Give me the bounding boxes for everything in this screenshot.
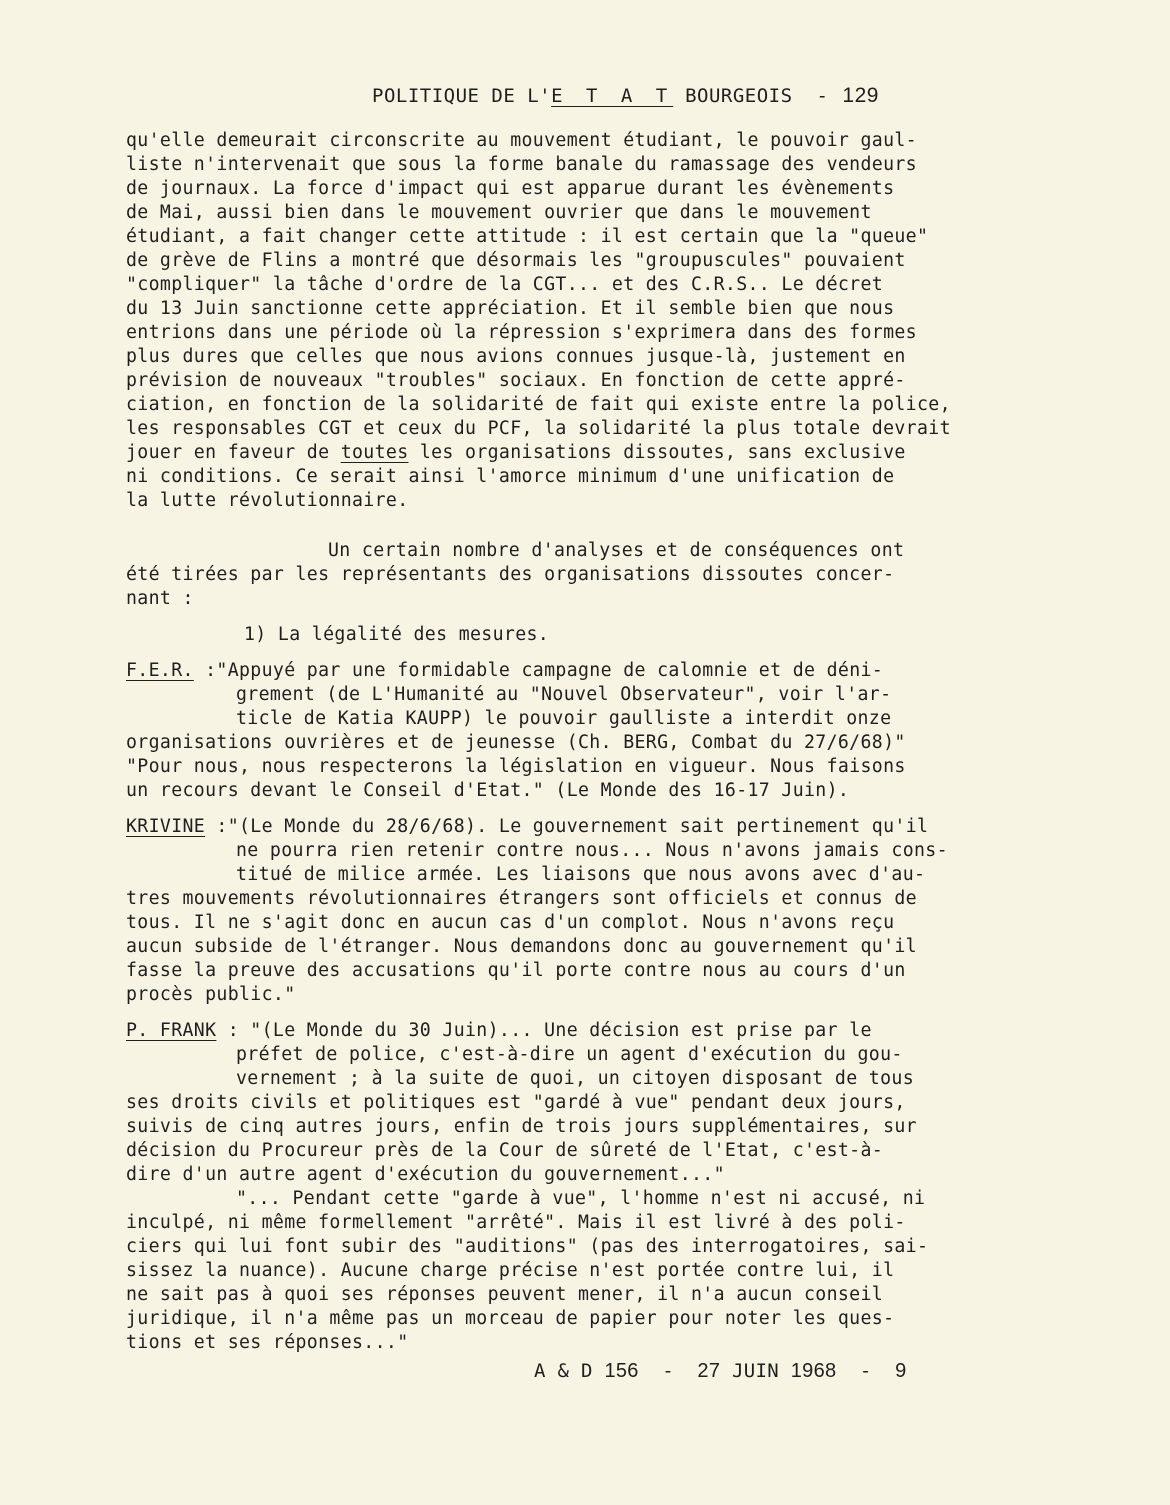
- text-line: organisations ouvrières et de jeunesse (Ch. BERG, Combat du 27/6/68)": [126, 732, 906, 753]
- text-line: titué de milice armée. Les liaisons que nous avons avec d'au-: [236, 864, 926, 885]
- text-line: vernement ; à la suite de quoi, un citoyen disposant de tous: [236, 1068, 914, 1089]
- text-span: :"Appuyé par une formidable campagne de calomnie et de déni-: [193, 660, 884, 681]
- text-line: juridique, il n'a même pas un morceau de papier pour noter les ques-: [126, 1308, 895, 1329]
- text-line: fasse la preuve des accusations qu'il porte contre nous au cours d'un: [126, 960, 906, 981]
- speaker-name: F.E.R.: [126, 660, 194, 681]
- footer-day: 27: [697, 1360, 721, 1382]
- text-line: dire d'un autre agent d'exécution du gouvernement...": [126, 1164, 725, 1185]
- footer-year: 1968: [790, 1360, 837, 1382]
- text-line: aucun subside de l'étranger. Nous demandons donc au gouvernement qu'il: [126, 936, 917, 957]
- text-line: tions et ses réponses...": [126, 1332, 409, 1353]
- footer-part: JUIN: [720, 1360, 791, 1382]
- text-line: ciation, en fonction de la solidarité de fait qui existe entre la police,: [126, 394, 951, 415]
- text-line: ciers qui lui font subir des "auditions" (pas des interrogatoires, sai-: [126, 1236, 929, 1257]
- text-line: ne pourra rien retenir contre nous... Nous n'avons jamais cons-: [236, 840, 948, 861]
- text-line: tous. Il ne s'agit donc en aucun cas d'un complot. Nous n'avons reçu: [126, 912, 895, 933]
- text-line: Un certain nombre d'analyses et de conséquences ont: [328, 540, 905, 561]
- text-line: de Mai, aussi bien dans le mouvement ouvrier que dans le mouvement: [126, 202, 872, 223]
- text-line: étudiant, a fait changer cette attitude : il est certain que la "queue": [126, 226, 929, 247]
- page-number: 129: [842, 84, 879, 107]
- text-line: décision du Procureur près de la Cour de sûreté de l'Etat, c'est-à-: [126, 1140, 884, 1161]
- text-line: qu'elle demeurait circonscrite au mouvement étudiant, le pouvoir gaul-: [126, 130, 917, 151]
- text-line: grement (de L'Humanité au "Nouvel Observateur", voir l'ar-: [236, 684, 892, 705]
- text-line: procès public.": [126, 984, 296, 1005]
- footer-page: 9: [895, 1360, 907, 1382]
- underlined-word: toutes: [340, 442, 409, 463]
- footer-part: A & D: [534, 1360, 605, 1382]
- text-line: inculpé, ni même formellement "arrêté". Mais il est livré à des poli-: [126, 1212, 906, 1233]
- text-span: les organisations dissoutes, sans exclusive: [408, 442, 906, 463]
- footer-part: -: [638, 1360, 698, 1382]
- header-title-part: POLITIQUE DE L': [372, 85, 552, 107]
- header-title-part: BOURGEOIS -: [673, 85, 829, 107]
- text-line: entrions dans une période où la répression s'exprimera dans des formes: [126, 322, 917, 343]
- text-line: ni conditions. Ce serait ainsi l'amorce minimum d'une unification de: [126, 466, 895, 487]
- text-line: plus dures que celles que nous avions connues jusque-là, justement en: [126, 346, 906, 367]
- footer-part: -: [836, 1360, 896, 1382]
- text-line: sissez la nuance). Aucune charge précise n'est portée contre lui, il: [126, 1260, 895, 1281]
- text-line: "Pour nous, nous respecterons la législation en vigueur. Nous faisons: [126, 756, 906, 777]
- header-title-etat: E T A T: [551, 85, 674, 107]
- text-line: les responsables CGT et ceux du PCF, la solidarité la plus totale devrait: [126, 418, 951, 439]
- page-header: [372, 84, 879, 108]
- speaker-name: KRIVINE: [126, 816, 206, 837]
- footer-issue-number: 156: [604, 1360, 639, 1382]
- text-line: de grève de Flins a montré que désormais les "groupuscules" pouvaient: [126, 250, 906, 271]
- text-line: été tirées par les représentants des organisations dissoutes concer-: [126, 564, 895, 585]
- text-line: [126, 442, 906, 463]
- text-line: nant :: [126, 588, 194, 609]
- text-span: : "(Le Monde du 30 Juin)... Une décision est prise par le: [216, 1020, 872, 1041]
- text-line: ses droits civils et politiques est "gardé à vue" pendant deux jours,: [126, 1092, 906, 1113]
- text-line: ticle de Katia KAUPP) le pouvoir gaulliste a interdit onze: [236, 708, 892, 729]
- text-line: préfet de police, c'est-à-dire un agent d'exécution du gou-: [236, 1044, 903, 1065]
- text-span: jouer en faveur de: [126, 442, 341, 463]
- quote-frank: [126, 1020, 872, 1041]
- quote-krivine: [126, 816, 928, 837]
- text-line: de journaux. La force d'impact qui est apparue durant les évènements: [126, 178, 895, 199]
- text-line: prévision de nouveaux "troubles" sociaux. En fonction de cette appré-: [126, 370, 906, 391]
- text-line: un recours devant le Conseil d'Etat." (Le Monde des 16-17 Juin).: [126, 780, 850, 801]
- speaker-name: P. FRANK: [126, 1020, 217, 1041]
- text-line: tres mouvements révolutionnaires étrangers sont officiels et connus de: [126, 888, 917, 909]
- text-line: du 13 Juin sanctionne cette appréciation. Et il semble bien que nous: [126, 298, 895, 319]
- text-line: ne sait pas à quoi ses réponses peuvent mener, il n'a aucun conseil: [126, 1284, 884, 1305]
- text-line: liste n'intervenait que sous la forme banale du ramassage des vendeurs: [126, 154, 917, 175]
- text-line: la lutte révolutionnaire.: [126, 490, 409, 511]
- text-line: "... Pendant cette "garde à vue", l'homme n'est ni accusé, ni: [236, 1188, 926, 1209]
- text-line: suivis de cinq autres jours, enfin de trois jours supplémentaires, sur: [126, 1116, 917, 1137]
- text-span: :"(Le Monde du 28/6/68). Le gouvernement sait pertinement qu'il: [205, 816, 929, 837]
- text-line: "compliquer" la tâche d'ordre de la CGT... et des C.R.S.. Le décret: [126, 274, 884, 295]
- page-footer: [534, 1360, 907, 1383]
- quote-fer: [126, 660, 883, 681]
- section-heading: 1) La légalité des mesures.: [244, 624, 550, 645]
